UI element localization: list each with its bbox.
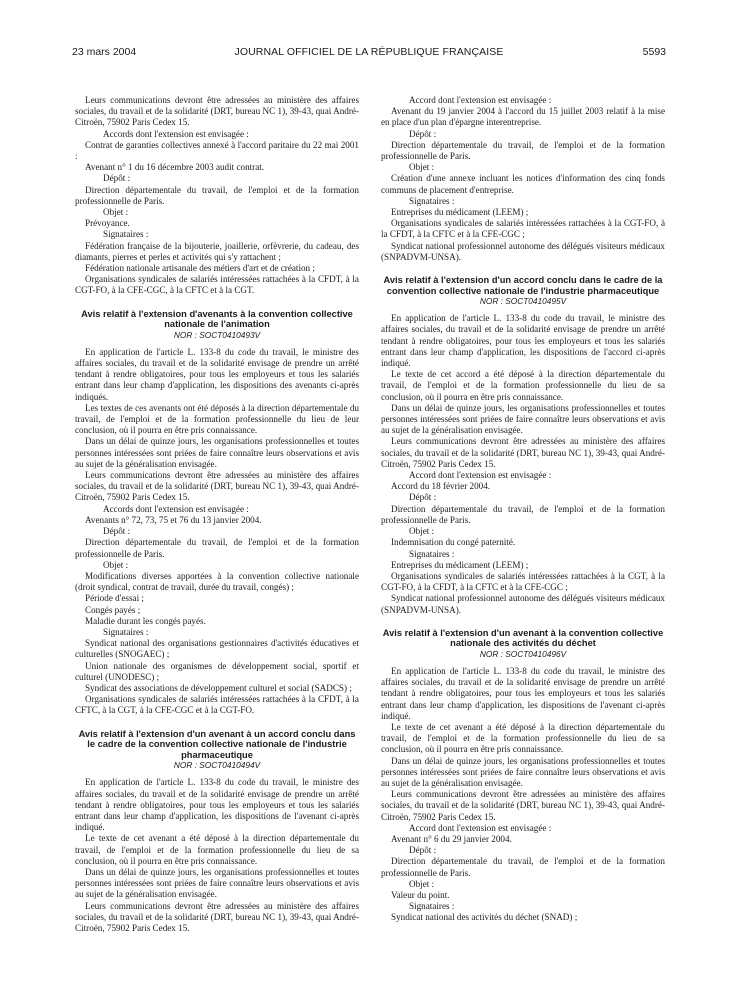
paragraph: Contrat de garanties collectives annexé à l'accord paritaire du 22 mai 2001 :	[75, 139, 359, 162]
label-depot: Dépôt :	[409, 845, 437, 856]
label-objet: Objet :	[409, 162, 435, 173]
paragraph: Leurs communications devront être adressées au ministère des affaires sociales, du travail et de la solidarité (DRT, bureau NC 1), 39-43, quai André-Citroën, 75902 Paris Cedex 15.	[75, 95, 359, 128]
label-signataires: Signataires :	[103, 229, 149, 240]
paragraph: Période d'essai ;	[85, 593, 144, 604]
paragraph: Le texte de cet avenant a été déposé à la direction départementale du travail, de l'emploi et de la formation professionnelle du lieu de sa conclusion, où il pourra en être pris connaissance.	[381, 721, 665, 755]
label-objet: Objet :	[409, 526, 435, 537]
paragraph: Syndicat national professionnel autonome des délégués visiteurs médicaux (SNPADVM-UNSA).	[381, 593, 665, 615]
label-accords: Accords dont l'extension est envisagée :	[103, 128, 249, 139]
journal-title: JOURNAL OFFICIEL DE LA RÉPUBLIQUE FRANÇAISE	[234, 46, 504, 58]
paragraph: Dans un délai de quinze jours, les organisations professionnelles et toutes personnes intéressées sont priées de faire connaître leurs observations et avis au sujet de la généralisation envisagée.	[381, 402, 665, 436]
paragraph: Leurs communications devront être adressées au ministère des affaires sociales, du travail et de la solidarité (DRT, bureau NC 1), 39-43, quai André-Citroën, 75902 Paris Cedex 15.	[381, 789, 665, 822]
page-header	[72, 46, 666, 62]
section-title: Avis relatif à l'extension d'avenants à la convention collective nationale de l'animation	[81, 308, 353, 330]
paragraph: Dans un délai de quinze jours, les organisations professionnelles et toutes personnes intéressées sont priées de faire connaître leurs observations et avis au sujet de la généralisation envisagée.	[75, 436, 359, 469]
paragraph: Avenant n° 6 du 29 janvier 2004.	[391, 833, 512, 844]
right-column	[381, 95, 665, 924]
paragraph: Direction départementale du travail, de l'emploi et de la formation professionnelle de Paris.	[75, 537, 359, 559]
page-number: 5593	[642, 46, 666, 58]
paragraph: Syndicat national professionnel autonome des délégués visiteurs médicaux (SNPADVM-UNSA).	[381, 240, 665, 262]
label-accords: Accords dont l'extension est envisagée :	[103, 503, 249, 514]
paragraph: Fédération française de la bijouterie, joaillerie, orfèvrerie, du cadeau, des diamants, pierres et perles et activités qui s'y rattachent ;	[75, 240, 359, 262]
paragraph: Indemnisation du congé paternité.	[391, 537, 516, 548]
paragraph: En application de l'article L. 133-8 du code du travail, le ministre des affaires sociales, du travail et de la solidarité envisage de prendre un arrêté tendant à rendre obligatoires, pour tous les employeurs et tous les salariés entrant dans leur champ d'application, les dispositions des avenants ci-après indiqués.	[75, 346, 359, 402]
paragraph: Dans un délai de quinze jours, les organisations professionnelles et toutes personnes intéressées sont priées de faire connaître leurs observations et avis au sujet de la généralisation envisagée.	[381, 755, 665, 788]
paragraph: Union nationale des organismes de développement social, sportif et culturel (UNODESC) ;	[75, 660, 359, 682]
paragraph: Modifications diverses apportées à la convention collective nationale (droit syndical, contrat de travail, durée du travail, congés) ;	[75, 570, 359, 593]
label-objet: Objet :	[409, 878, 435, 889]
issue-date: 23 mars 2004	[72, 46, 137, 58]
left-column	[75, 95, 359, 934]
paragraph: Leurs communications devront être adressées au ministère des affaires sociales, du travail et de la solidarité (DRT, bureau NC 1), 39-43, quai André-Citroën, 75902 Paris Cedex 15.	[75, 470, 359, 503]
paragraph: Organisations syndicales de salariés intéressées rattachées à la CGT-FO, à la CFDT, à la CFTC et à la CFE-CGC ;	[381, 218, 665, 240]
paragraph: Syndicat des associations de développement culturel et social (SADCS) ;	[85, 682, 352, 693]
paragraph: Direction départementale du travail, de l'emploi et de la formation professionnelle de Paris.	[75, 184, 359, 206]
paragraph: Direction départementale du travail, de l'emploi et de la formation professionnelle de Paris.	[381, 503, 665, 525]
paragraph: Leurs communications devront être adressées au ministère des affaires sociales, du travail et de la solidarité (DRT, bureau NC 1), 39-43, quai André-Citroën, 75902 Paris Cedex 15.	[75, 900, 359, 933]
paragraph: En application de l'article L. 133-8 du code du travail, le ministre des affaires sociales, du travail et de la solidarité envisage de prendre un arrêté tendant à rendre obligatoires, pour tous les employeurs et tous les salariés entrant dans leur champ d'application, les dispositions de l'accord ci-après indiqué.	[381, 313, 665, 369]
label-depot: Dépôt :	[409, 128, 437, 139]
nor-reference: NOR : SOCT0410493V	[173, 329, 261, 340]
paragraph: Avenants n° 72, 73, 75 et 76 du 13 janvier 2004.	[85, 514, 262, 525]
nor-reference: NOR : SOCT0410495V	[479, 296, 567, 307]
paragraph: Entreprises du médicament (LEEM) ;	[391, 207, 529, 218]
label-accords: Accord dont l'extension est envisagée :	[409, 470, 552, 481]
paragraph: Création d'une annexe incluant les notices d'information des cinq fonds communs de placement d'entreprise.	[381, 173, 665, 195]
section-title: Avis relatif à l'extension d'un avenant à la convention collective nationale des activités du déchet	[382, 627, 664, 649]
paragraph: Organisations syndicales de salariés intéressées rattachées à la CFDT, à la CFTC, à la CGT, à la CFE-CGC et à la CGT-FO.	[75, 694, 359, 716]
paragraph: Syndicat national des organisations gestionnaires d'activités éducatives et culturelles (SNOGAEC) ;	[75, 638, 359, 660]
paragraph: Prévoyance.	[85, 218, 130, 229]
paragraph: Les textes de ces avenants ont été déposés à la direction départementale du travail, de l'emploi et de la formation professionnelle du lieu de leur conclusion, où il pourra en être pris connaissance.	[75, 402, 359, 436]
paragraph: Organisations syndicales de salariés intéressées rattachées à la CFDT, à la CGT-FO, à la CFE-CGC, à la CFTC et à la CGT.	[75, 274, 359, 296]
paragraph: Le texte de cet accord a été déposé à la direction départementale du travail, de l'emploi et de la formation professionnelle du lieu de sa conclusion, où il pourra en être pris connaissance.	[381, 369, 665, 402]
paragraph: Dans un délai de quinze jours, les organisations professionnelles et toutes personnes intéressées sont priées de faire connaître leurs observations et avis au sujet de la généralisation envisagée.	[75, 866, 359, 900]
label-depot: Dépôt :	[409, 492, 437, 503]
paragraph: Accord du 18 février 2004.	[391, 481, 491, 492]
label-accords: Accord dont l'extension est envisagée :	[409, 95, 552, 105]
paragraph: Maladie durant les congés payés.	[85, 615, 206, 626]
paragraph: En application de l'article L. 133-8 du code du travail, le ministre des affaires sociales, du travail et de la solidarité envisage de prendre un arrêté tendant à rendre obligatoires, pour tous les employeurs et tous les salariés entrant dans leur champ d'application, les dispositions de l'avenant ci-après indiqué.	[381, 665, 665, 721]
label-signataires: Signataires :	[409, 548, 455, 559]
paragraph: Entreprises du médicament (LEEM) ;	[391, 559, 529, 570]
section-title: Avis relatif à l'extension d'un accord conclu dans le cadre de la convention collective nationale de l'industrie pharmaceutique	[383, 275, 663, 296]
label-depot: Dépôt :	[103, 173, 131, 184]
paragraph: Le texte de cet avenant a été déposé à la direction départementale du travail, de l'emploi et de la formation professionnelle du lieu de sa conclusion, où il pourra en être pris connaissance.	[75, 833, 359, 866]
label-depot: Dépôt :	[103, 526, 131, 537]
label-signataires: Signataires :	[409, 901, 455, 912]
paragraph: Syndicat national des activités du déchet (SNAD) ;	[391, 912, 578, 923]
paragraph: Congés payés ;	[85, 604, 141, 615]
label-signataires: Signataires :	[409, 195, 455, 206]
paragraph: Avenant n° 1 du 16 décembre 2003 audit contrat.	[85, 162, 265, 173]
paragraph: Valeur du point.	[391, 889, 450, 900]
label-accords: Accord dont l'extension est envisagée :	[409, 822, 552, 833]
paragraph: Avenant du 19 janvier 2004 à l'accord du 15 juillet 2003 relatif à la mise en place d'un plan d'épargne interentreprise.	[381, 106, 665, 128]
paragraph: Fédération nationale artisanale des métiers d'art et de création ;	[85, 263, 315, 274]
paragraph: En application de l'article L. 133-8 du code du travail, le ministre des affaires sociales, du travail et de la solidarité envisage de prendre un arrêté tendant à rendre obligatoires, pour tous les employeurs et tous les salariés entrant dans leur champ d'application, les dispositions de l'avenant ci-après indiqué.	[75, 777, 359, 833]
section-title: Avis relatif à l'extension d'un avenant à un accord conclu dans le cadre de la convention collective nationale de l'industrie pharmaceutique	[78, 728, 356, 760]
label-objet: Objet :	[103, 207, 129, 218]
paragraph: Leurs communications devront être adressées au ministère des affaires sociales, du travail et de la solidarité (DRT, bureau NC 1), 39-43, quai André-Citroën, 75902 Paris Cedex 15.	[381, 436, 665, 469]
nor-reference: NOR : SOCT0410496V	[479, 648, 567, 659]
paragraph: Direction départementale du travail, de l'emploi et de la formation professionnelle de Paris.	[381, 139, 665, 162]
paragraph: Organisations syndicales de salariés intéressées rattachées à la CGT, à la CGT-FO, à la CFDT, à la CFTC et à la CFE-CGC ;	[381, 570, 665, 593]
label-objet: Objet :	[103, 559, 129, 570]
paragraph: Direction départementale du travail, de l'emploi et de la formation professionnelle de Paris.	[381, 856, 665, 878]
label-signataires: Signataires :	[103, 626, 149, 637]
nor-reference: NOR : SOCT0410494V	[173, 760, 261, 771]
